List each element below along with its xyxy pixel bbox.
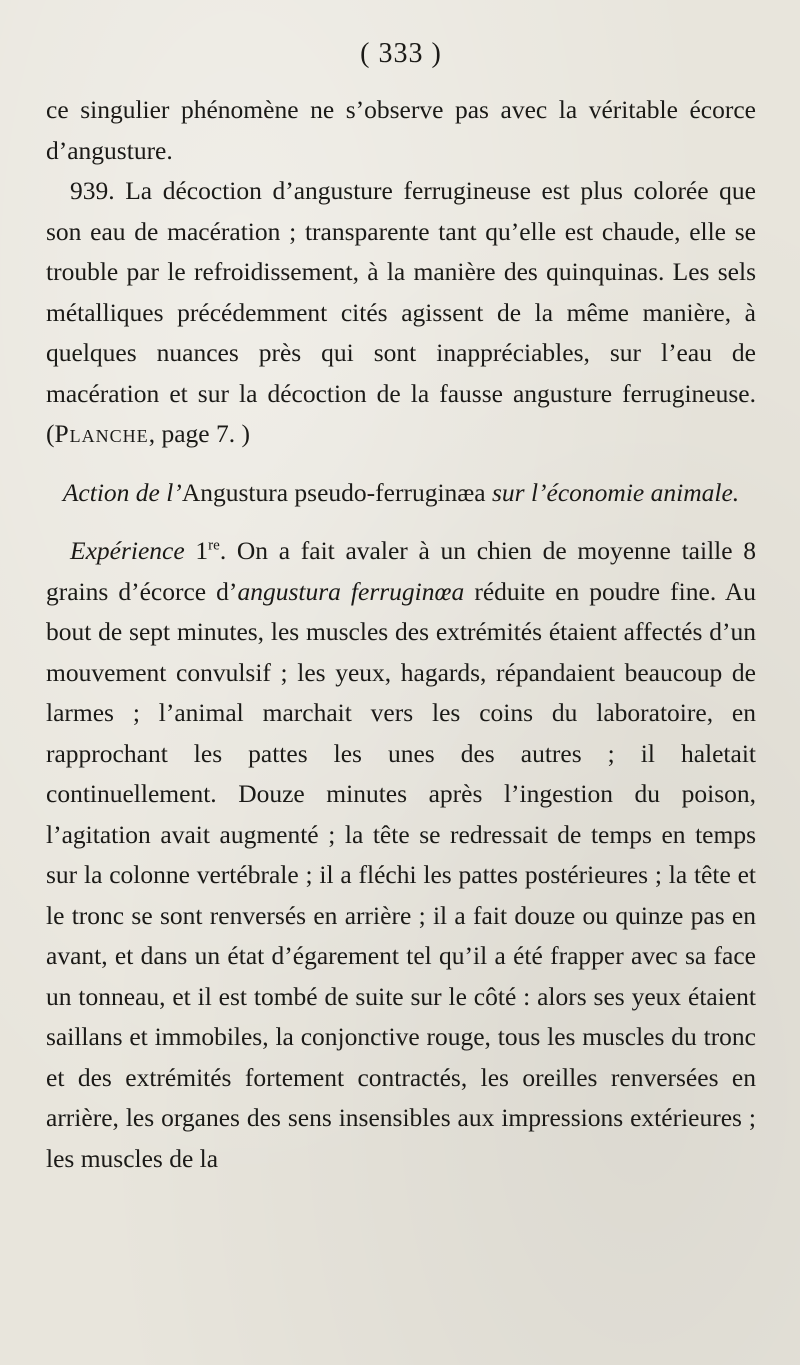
section-heading: Action de l’Angustura pseudo-ferruginæa sur l’économie animale. [62,477,740,507]
species-name: angustura ferruginœa [237,576,465,606]
plate-reference: (Planche, page 7. ) [46,419,250,448]
paragraph-939 [46,171,756,455]
paragraph-continuation: ce singulier phénomène ne s’observe pas avec la véritable écorce d’angusture. [46,95,756,165]
paragraph-939-text: La décoction d’angusture ferrugineuse est plus colorée que son eau de macération ; transparente tant qu’elle est chaude, elle se trouble par le refroidissement, à la manière des quinquinas. Les sels métalliques précédemment cités agissent de la même manière, à quelques nuances près qui sont inappréciables, sur l’eau de macération et sur la décoction de la fausse angusture ferrugineuse. [46,176,756,408]
plate-label: Planche [54,419,149,448]
experience-ordinal: re [208,537,220,554]
experience-number: 1 [195,536,209,565]
experience-label: Expérience [70,536,185,565]
body-text [46,90,756,1179]
page-number: ( 333 ) [360,38,442,69]
paragraph-experience: Expérience 1re. On a fait avaler à un chien de moyenne taille 8 grains d’écorce d’angustura ferruginœa réduite en poudre fine. Au bout de sept minutes, les muscles des extrémités étaient affectés d’un mouvement convulsif ; les yeux, hagards, répandaient beaucoup de larmes ; l’animal marchait vers les coins du laboratoire, en rapprochant les pattes les unes des autres ; il haletait continuellement. Douze minutes après l’ingestion du poison, l’agitation avait augmenté ; la tête se redressait de temps en temps sur la colonne vertébrale ; il a fléchi les pattes postérieures ; la tête et le tronc se sont renversés en arrière ; il a fait douze ou quinze pas en avant, et dans un état d’égarement tel qu’il a été frapper avec sa face un tonneau, et il est tombé de suite sur le côté : alors ses yeux étaient saillans et immobiles, la conjonctive rouge, tous les muscles du tronc et des extrémités fortement contractés, les oreilles renversées en arrière, les organes des sens insensibles aux impressions extérieures ; les muscles de la [46,536,757,1173]
paragraph-number: 939. [70,176,115,205]
